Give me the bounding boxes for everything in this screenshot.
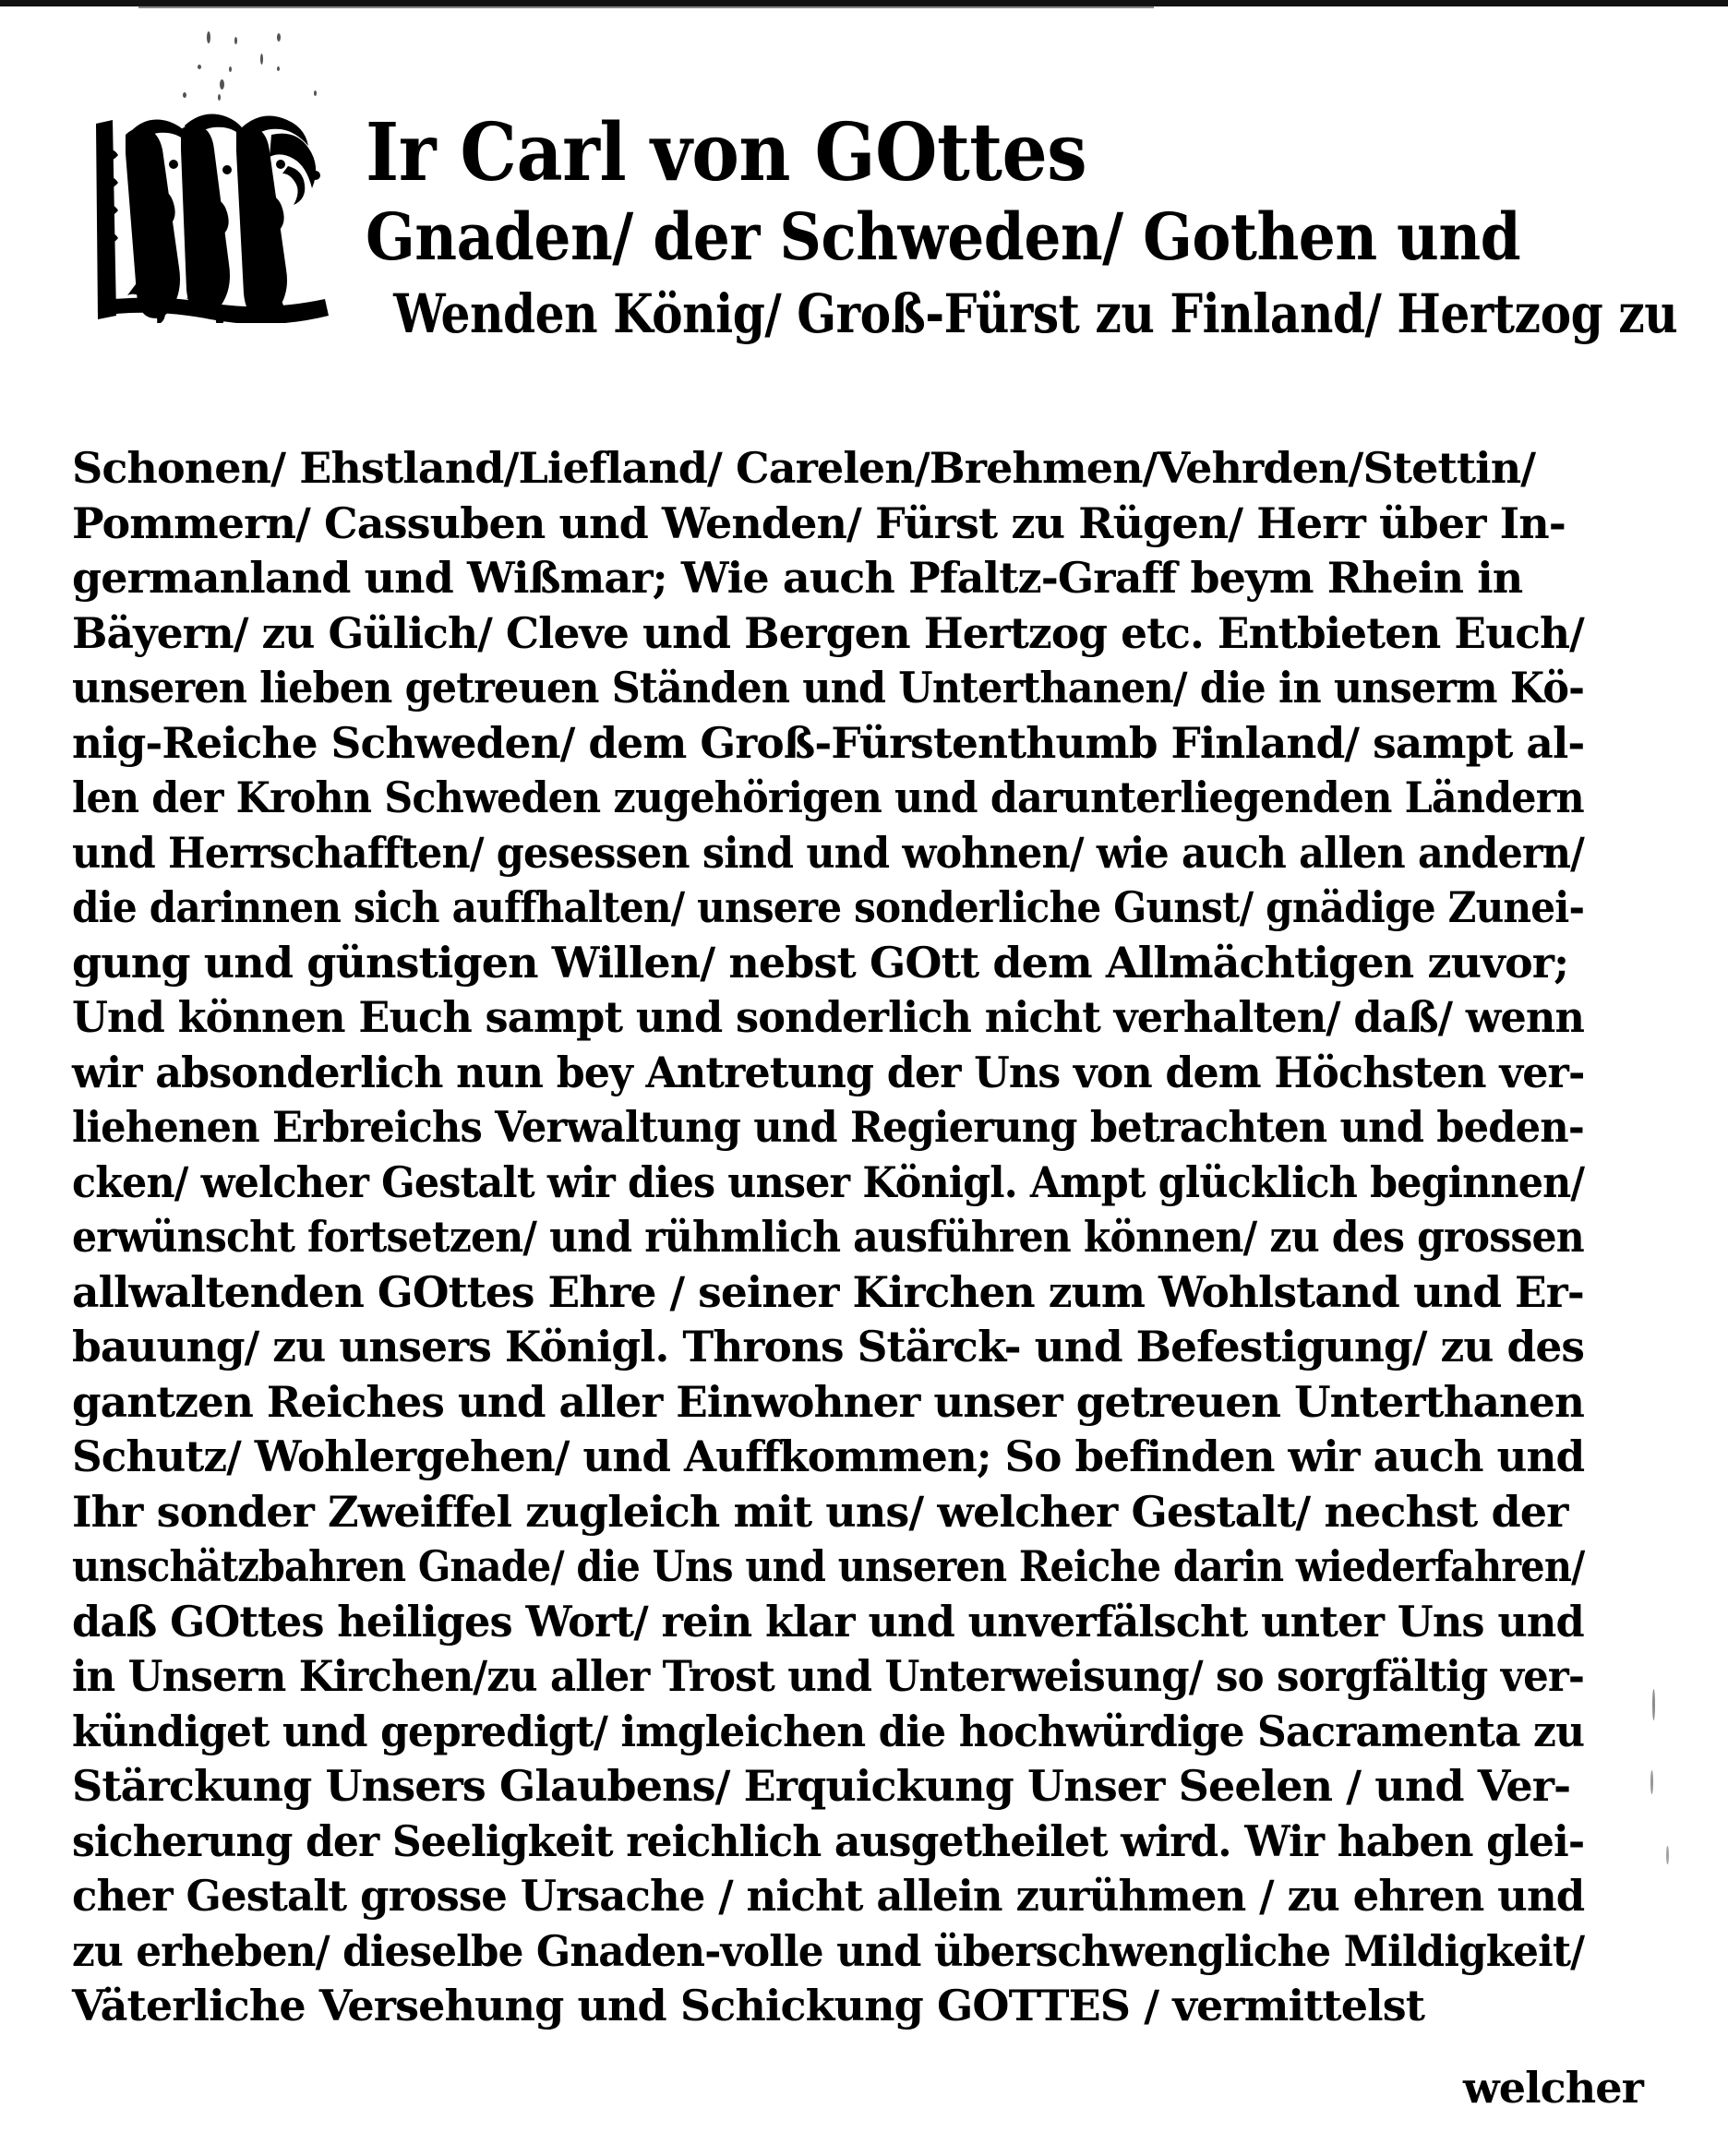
body-line: unschätzbahren Gnade/ die Uns und unseren Reiche darin wiederfahren/ [72, 1541, 1585, 1591]
scan-edge-artifact [0, 0, 1728, 6]
headline-line-3: Wenden König/ Groß-Fürst zu Finland/ Hertzog zu [393, 282, 1678, 345]
catchword: welcher [1463, 2063, 1643, 2113]
body-line: allwaltenden GOttes Ehre / seiner Kirchen zum Wohlstand und Er- [72, 1266, 1584, 1317]
body-line: in Unsern Kirchen/zu aller Trost und Unterweisung/ so sorgfältig ver- [72, 1651, 1585, 1701]
paper-speckle [314, 90, 317, 96]
body-line: Schutz/ Wohlergehen/ und Auffkommen; So befinden wir auch und [72, 1431, 1585, 1481]
body-line: liehenen Erbreichs Verwaltung und Regierung betrachten und beden- [72, 1102, 1584, 1152]
body-line: Schonen/ Ehstland/Liefland/ Carelen/Brehmen/Vehrden/Stettin/ [72, 443, 1536, 493]
body-line: germanland und Wißmar; Wie auch Pfaltz-Graff beym Rhein in [72, 553, 1523, 603]
body-line: sicherung der Seeligkeit reichlich ausgetheilet wird. Wir haben glei- [72, 1815, 1585, 1866]
paper-speckle [207, 31, 210, 43]
paper-speckle [1652, 1689, 1655, 1720]
headline-line-2: Gnaden/ der Schweden/ Gothen und [366, 198, 1521, 275]
body-line: cher Gestalt grosse Ursache / nicht allein zurühmen / zu ehren und [72, 1871, 1585, 1921]
body-line: Stärckung Unsers Glaubens/ Erquickung Unser Seelen / und Ver- [72, 1761, 1571, 1811]
paper-speckle [277, 66, 280, 71]
paper-speckle [277, 33, 281, 42]
body-line: Pommern/ Cassuben und Wenden/ Fürst zu Rügen/ Herr über In- [72, 497, 1566, 548]
body-line: nig-Reiche Schweden/ dem Groß-Fürstenthumb Finland/ sampt al- [72, 717, 1585, 768]
body-line: die darinnen sich auffhalten/ unsere sonderliche Gunst/ gnädige Zunei- [72, 882, 1585, 932]
body-line: daß GOttes heiliges Wort/ rein klar und unverfälscht unter Uns und [72, 1596, 1584, 1647]
body-line: zu erheben/ dieselbe Gnaden-volle und überschwengliche Mildigkeit/ [72, 1925, 1585, 1976]
paper-speckle [1666, 1846, 1669, 1864]
paper-speckle [260, 54, 263, 65]
body-line: cken/ welcher Gestalt wir dies unser Königl. Ampt glücklich beginnen/ [72, 1156, 1585, 1207]
body-line: gung und günstigen Willen/ nebst GOtt dem Allmächtigen zuvor; [72, 937, 1569, 988]
body-line: bauung/ zu unsers Königl. Throns Stärck- und Befestigung/ zu des [72, 1322, 1585, 1371]
body-line: len der Krohn Schweden zugehörigen und darunterliegenden Ländern [72, 773, 1584, 822]
body-line: und Herrschafften/ gesessen sind und wohnen/ wie auch allen andern/ [72, 827, 1584, 878]
paper-speckle [198, 65, 201, 69]
body-line: wir absonderlich nun bey Antretung der Uns von dem Höchsten ver- [72, 1047, 1585, 1097]
paper-speckle [234, 37, 237, 44]
body-line: Väterliche Versehung und Schickung GOTTES / vermittelst [72, 1981, 1425, 2030]
paper-speckle [183, 92, 186, 98]
body-line: kündiget und gepredigt/ imgleichen die hochwürdige Sacramenta zu [72, 1706, 1585, 1756]
paper-speckle [218, 94, 221, 101]
headline-line-1: Ir Carl von GOttes [366, 106, 1087, 199]
paper-speckle [220, 79, 224, 90]
body-line: Bäyern/ zu Gülich/ Cleve und Bergen Hertzog etc. Entbieten Euch/ [72, 607, 1584, 658]
body-line: gantzen Reiches und aller Einwohner unser getreuen Unterthanen [72, 1376, 1584, 1427]
headline-block [89, 106, 1678, 351]
body-text-block [72, 441, 1584, 2034]
paper-speckle [229, 66, 232, 72]
paper-speckle [1650, 1770, 1653, 1794]
body-line: Und können Euch sampt und sonderlich nicht verhalten/ daß/ wenn [72, 992, 1585, 1042]
body-line: Ihr sonder Zweiffel zugleich mit uns/ welcher Gestalt/ nechst der [72, 1486, 1568, 1537]
body-line: erwünscht fortsetzen/ und rühmlich ausführen können/ zu des grossen [72, 1212, 1584, 1262]
body-line: unseren lieben getreuen Ständen und Unterthanen/ die in unserm Kö- [72, 663, 1585, 713]
